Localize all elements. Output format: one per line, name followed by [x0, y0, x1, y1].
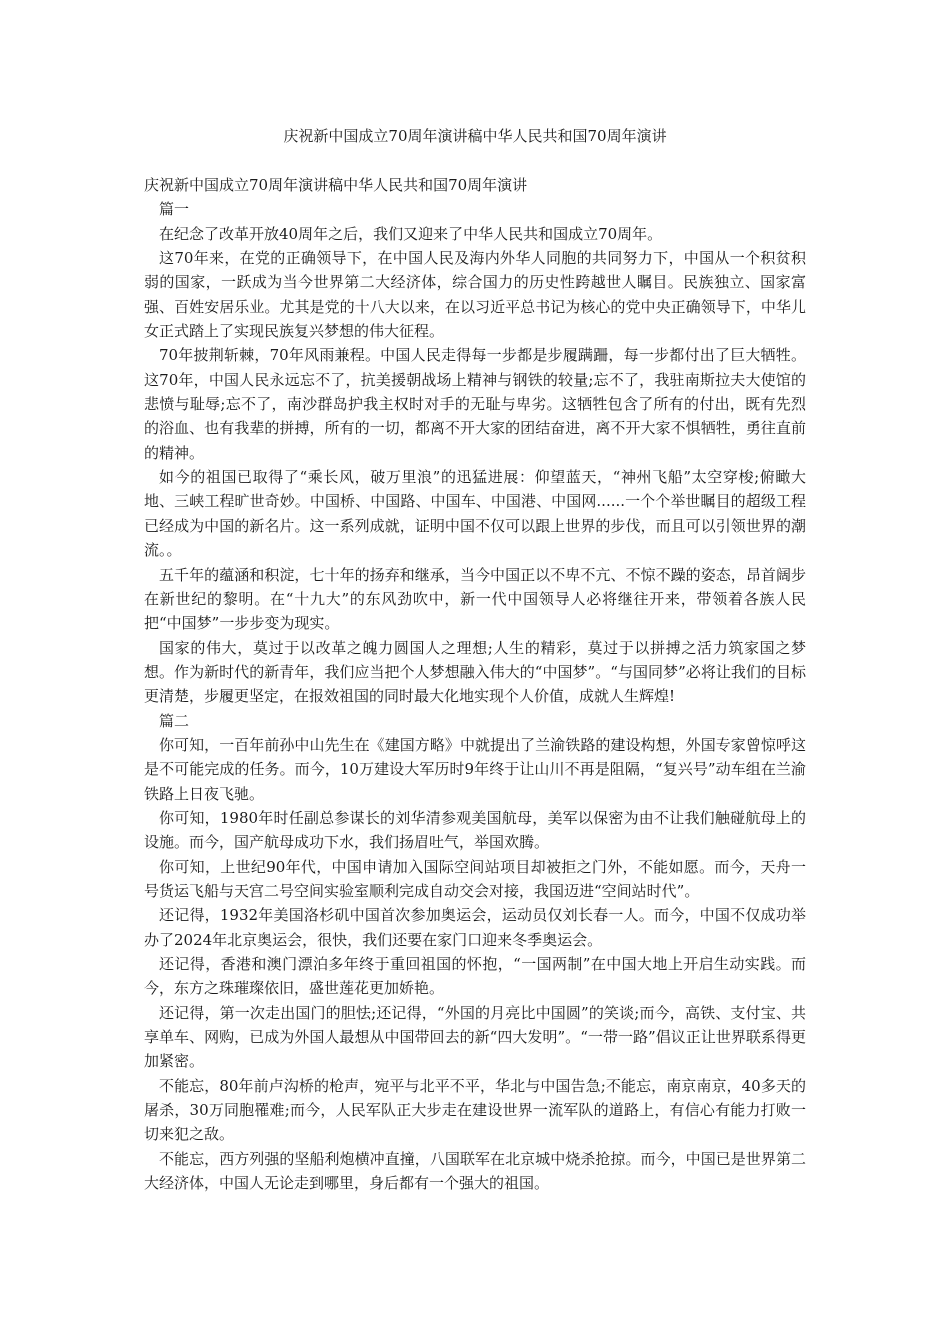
paragraph: 不能忘，80年前卢沟桥的枪声，宛平与北平不平，华北与中国告急;不能忘，南京南京，40多天的屠杀，30万同胞罹难;而今，人民军队正大步走在建设世界一流军队的道路上，有信心有能力打败一切来犯之敌。: [144, 1076, 806, 1144]
paragraph: 70年披荆斩棘，70年风雨兼程。中国人民走得每一步都是步履蹒跚，每一步都付出了巨大牺牲。这70年，中国人民永远忘不了，抗美援朝战场上精神与钢铁的较量;忘不了，我驻南斯拉夫大使馆的悲愤与耻辱;忘不了，南沙群岛护我主权时对手的无耻与卑劣。这牺牲包含了所有的付出，既有先烈的浴血、也有我辈的拼搏，所有的一切，都离不开大家的团结奋进，离不开大家不惧牺牲，勇往直前的精神。: [144, 346, 806, 462]
paragraph: 你可知，一百年前孙中山先生在《建国方略》中就提出了兰渝铁路的建设构想，外国专家曾惊呼这是不可能完成的任务。而今，10万建设大军历时9年终于让山川不再是阻隔，“复兴号”动车组在兰渝铁路上日夜飞驰。: [144, 735, 806, 803]
document-title: 庆祝新中国成立70周年演讲稿中华人民共和国70周年演讲: [283, 127, 667, 145]
paragraph: 你可知，1980年时任副总参谋长的刘华清参观美国航母，美军以保密为由不让我们触碰航母上的设施。而今，国产航母成功下水，我们扬眉吐气，举国欢腾。: [144, 808, 806, 852]
section-heading-1: 篇一: [159, 200, 190, 219]
paragraph: 在纪念了改革开放40周年之后，我们又迎来了中华人民共和国成立70周年。: [159, 224, 663, 243]
section-heading-2: 篇二: [159, 711, 190, 730]
paragraph: 不能忘，西方列强的坚船利炮横冲直撞，八国联军在北京城中烧杀抢掠。而今，中国已是世界第二大经济体，中国人无论走到哪里，身后都有一个强大的祖国。: [144, 1149, 806, 1193]
document-body: [144, 173, 806, 1195]
paragraph: 你可知，上世纪90年代，中国申请加入国际空间站项目却被拒之门外，不能如愿。而今，天舟一号货运飞船与天宫二号空间实验室顺利完成自动交会对接，我国迈进“空间站时代”。: [144, 857, 806, 900]
paragraph: 如今的祖国已取得了“乘长风，破万里浪”的迅猛进展：仰望蓝天，“神州飞船”太空穿梭;俯瞰大地、三峡工程旷世奇妙。中国桥、中国路、中国车、中国港、中国网......一个个举世瞩目的超级工程已经成为中国的新名片。这一系列成就，证明中国不仅可以跟上世界的步伐，而且可以引领世界的潮流。。: [144, 468, 806, 560]
paragraph: 还记得，香港和澳门漂泊多年终于重回祖国的怀抱，“一国两制”在中国大地上开启生动实践。而今，东方之珠璀璨依旧，盛世莲花更加娇艳。: [144, 955, 806, 998]
paragraph: 还记得，第一次走出国门的胆怯;还记得，“外国的月亮比中国圆”的笑谈;而今，高铁、支付宝、共享单车、网购，已成为外国人最想从中国带回去的新“四大发明”。“一带一路”倡议正让世界联系得更加紧密。: [144, 1003, 806, 1071]
body-heading: 庆祝新中国成立70周年演讲稿中华人民共和国70周年演讲: [144, 176, 528, 194]
paragraph: 五千年的蕴涵和积淀，七十年的扬弃和继承，当今中国正以不卑不亢、不惊不躁的姿态，昂首阔步在新世纪的黎明。在“十九大”的东风劲吹中，新一代中国领导人必将继往开来，带领着各族人民把“中国梦”一步步变为现实。: [144, 565, 806, 633]
paragraph: 还记得，1932年美国洛杉矶中国首次参加奥运会，运动员仅刘长春一人。而今，中国不仅成功举办了2024年北京奥运会，很快，我们还要在家门口迎来冬季奥运会。: [144, 906, 806, 949]
paragraph: 这70年来，在党的正确领导下，在中国人民及海内外华人同胞的共同努力下，中国从一个积贫积弱的国家，一跃成为当今世界第二大经济体，综合国力的历史性跨越世人瞩目。民族独立、国家富强、百姓安居乐业。尤其是党的十八大以来，在以习近平总书记为核心的党中央正确领导下，中华儿女正式踏上了实现民族复兴梦想的伟大征程。: [144, 249, 806, 341]
paragraph: 国家的伟大，莫过于以改革之魄力圆国人之理想;人生的精彩，莫过于以拼搏之活力筑家国之梦想。作为新时代的新青年，我们应当把个人梦想融入伟大的“中国梦”。“与国同梦”必将让我们的目标更清楚，步履更坚定，在报效祖国的同时最大化地实现个人价值，成就人生辉煌!: [144, 638, 806, 706]
